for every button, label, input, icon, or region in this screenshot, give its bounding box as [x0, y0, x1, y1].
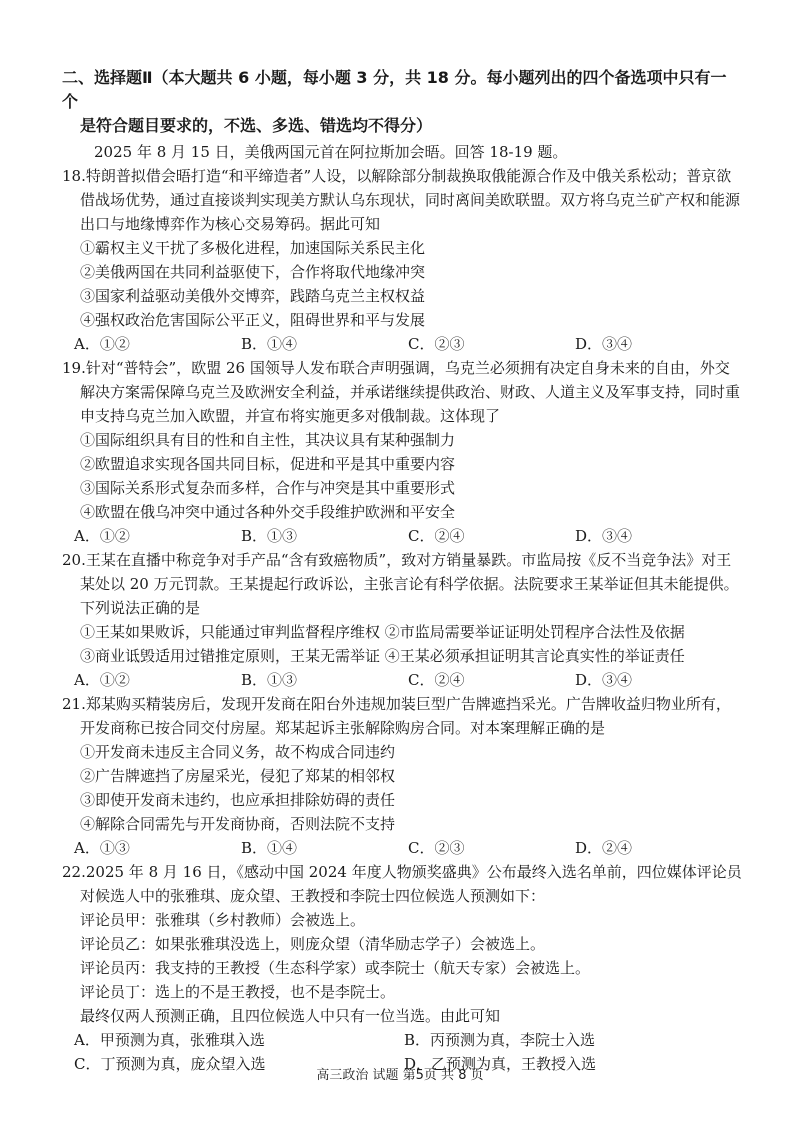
choice-b: B．①③ [241, 671, 298, 689]
question-option: 评论员乙：如果张雅琪没选上，则庞众望（清华励志学子）会被选上。 [80, 935, 546, 953]
question-option: ②欧盟追求实现各国共同目标，促进和平是其中重要内容 [80, 455, 456, 473]
question-option: ①霸权主义干扰了多极化进程，加速国际关系民主化 [80, 239, 426, 257]
question-option: 评论员丁：选上的不是王教授，也不是李院士。 [80, 983, 396, 1001]
choice-d: D．③④ [575, 335, 633, 353]
choice-d: D．乙预测为真，王教授入选 [404, 1055, 597, 1073]
question-option: ①王某如果败诉，只能通过审判监督程序维权 ②市监局需要举证证明处罚程序合法性及依据 [80, 623, 685, 641]
choice-c: C．②④ [408, 527, 465, 545]
choice-b: B．①③ [241, 527, 298, 545]
question-option: ②美俄两国在共同利益驱使下，合作将取代地缘冲突 [80, 263, 426, 281]
question-option: 评论员甲：张雅琪（乡村教师）会被选上。 [80, 911, 366, 929]
answer-choices [62, 836, 742, 860]
question-option: ④强权政治危害国际公平正义，阻碍世界和平与发展 [80, 311, 426, 329]
choice-b: B．①④ [241, 839, 298, 857]
question-option: ③国家利益驱动美俄外交博弈，践踏乌克兰主权权益 [80, 287, 426, 305]
choice-b: B．①④ [241, 335, 298, 353]
question-stem: 18.特朗普拟借会晤打造“和平缔造者”人设，以解除部分制裁换取俄能源合作及中俄关系松动；普京欲借战场优势，通过直接谈判实现美方默认乌东现状，同时离间美欧联盟。双方将乌克兰矿产权和能源出口与地缘博弈作为核心交易筹码。据此可知 [62, 167, 741, 233]
question-option: ④解除合同需先与开发商协商，否则法院不支持 [80, 815, 396, 833]
choice-d: D．③④ [575, 527, 633, 545]
question-option: ②广告牌遮挡了房屋采光，侵犯了郑某的相邻权 [80, 767, 396, 785]
question-22 [62, 860, 742, 1076]
question-option: 最终仅两人预测正确，且四位候选人中只有一位当选。由此可知 [80, 1007, 501, 1025]
section-title-line1: 二、选择题Ⅱ（本大题共 6 小题，每小题 3 分，共 18 分。每小题列出的四个备选项中只有一个 [62, 68, 727, 111]
question-stem: 19.针对“普特会”，欧盟 26 国领导人发布联合声明强调，乌克兰必须拥有决定自身未来的自由，外交解决方案需保障乌克兰及欧洲安全利益，并承诺继续提供政治、财政、人道主义及军事支持，同时重申支持乌克兰加入欧盟，并宣布将实施更多对俄制裁。这体现了 [62, 359, 741, 425]
question-18 [62, 164, 742, 356]
question-option: ①国际组织具有目的性和自主性，其决议具有某种强制力 [80, 431, 456, 449]
question-stem: 20.王某在直播中称竞争对手产品“含有致癌物质”，致对方销量暴跌。市监局按《反不当竞争法》对王某处以 20 万元罚款。王某提起行政诉讼，主张言论有科学依据。法院要求王某举证但其未能提供。下列说法正确的是 [62, 551, 739, 617]
choice-c: C．②④ [408, 671, 465, 689]
section-title-line2: 是符合题目要求的，不选、多选、错选均不得分） [80, 116, 433, 135]
question-stem: 21.郑某购买精装房后，发现开发商在阳台外违规加装巨型广告牌遮挡采光。广告牌收益归物业所有，开发商称已按合同交付房屋。郑某起诉主张解除购房合同。对本案理解正确的是 [62, 695, 731, 737]
question-option: ③国际关系形式复杂而多样，合作与冲突是其中重要形式 [80, 479, 456, 497]
choice-a: A．甲预测为真，张雅琪入选 [74, 1031, 265, 1049]
choice-a: A．①③ [74, 839, 130, 857]
choice-a: A．①② [74, 527, 130, 545]
choice-c: C．②③ [408, 839, 465, 857]
choice-c: C．②③ [408, 335, 465, 353]
question-option: ③商业诋毁适用过错推定原则，王某无需举证 ④王某必须承担证明其言论真实性的举证责任 [80, 647, 685, 665]
answer-choices [62, 332, 742, 356]
exam-page [62, 66, 742, 1076]
question-20 [62, 548, 742, 692]
section-intro: 2025 年 8 月 15 日，美俄两国元首在阿拉斯加会晤。回答 18-19 题。 [94, 143, 568, 161]
question-option: 评论员丙：我支持的王教授（生态科学家）或李院士（航天专家）会被选上。 [80, 959, 591, 977]
answer-choices [62, 668, 742, 692]
question-option: ③即使开发商未违约，也应承担排除妨碍的责任 [80, 791, 396, 809]
choice-a: A．①② [74, 671, 130, 689]
answer-choices [62, 524, 742, 548]
choice-d: D．③④ [575, 671, 633, 689]
question-stem: 22.2025 年 8 月 16 日，《感动中国 2024 年度人物颁奖盛典》公布最终入选名单前，四位媒体评论员对候选人中的张雅琪、庞众望、王教授和李院士四位候选人预测如下： [62, 863, 742, 905]
question-21 [62, 692, 742, 860]
choice-b: B．丙预测为真，李院士入选 [404, 1031, 596, 1049]
question-19 [62, 356, 742, 548]
question-option: ④欧盟在俄乌冲突中通过各种外交手段维护欧洲和平安全 [80, 503, 456, 521]
choice-a: A．①② [74, 335, 130, 353]
choice-d: D．②④ [575, 839, 633, 857]
choice-c: C．丁预测为真，庞众望入选 [74, 1055, 266, 1073]
section-title [62, 66, 742, 138]
page-footer: 高三政治 试题 第5页 共 8 页 [316, 1068, 484, 1083]
question-option: ①开发商未违反主合同义务，故不构成合同违约 [80, 743, 396, 761]
